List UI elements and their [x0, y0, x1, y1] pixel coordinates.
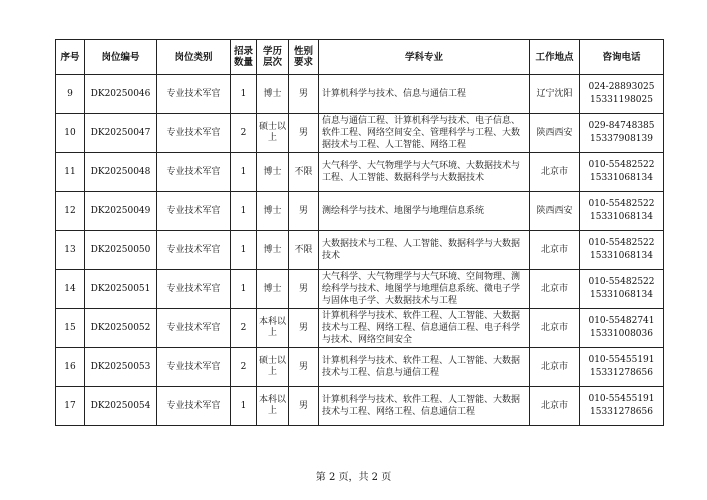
phone-line: 15331278656 — [590, 407, 653, 417]
cell-code: DK20250049 — [85, 192, 157, 231]
cell-code: DK20250048 — [85, 153, 157, 192]
cell-phone — [580, 153, 664, 192]
phone-line: 15331008036 — [590, 329, 653, 339]
cell-quota: 1 — [231, 153, 257, 192]
header-location: 工作地点 — [530, 40, 580, 75]
phone-line: 15331068134 — [590, 212, 653, 222]
cell-gender: 男 — [289, 114, 319, 153]
table-row — [56, 192, 664, 231]
cell-code: DK20250051 — [85, 270, 157, 309]
cell-major: 大数据技术与工程、人工智能、数据科学与大数据技术 — [319, 231, 530, 270]
cell-location: 北京市 — [530, 270, 580, 309]
cell-gender: 不限 — [289, 153, 319, 192]
header-phone: 咨询电话 — [580, 40, 664, 75]
cell-major: 计算机科学与技术、软件工程、人工智能、大数据技术与工程、网络工程、信息通信工程 — [319, 387, 530, 426]
cell-gender: 男 — [289, 348, 319, 387]
cell-phone — [580, 270, 664, 309]
job-table — [55, 39, 664, 426]
table-row — [56, 348, 664, 387]
cell-code: DK20250054 — [85, 387, 157, 426]
cell-major: 计算机科学与技术、信息与通信工程 — [319, 75, 530, 114]
table-row — [56, 153, 664, 192]
cell-education: 硕士以上 — [257, 348, 289, 387]
cell-gender: 男 — [289, 270, 319, 309]
cell-major: 计算机科学与技术、软件工程、人工智能、大数据技术与工程、网络工程、信息通信工程、电子科学与技术、网络空间安全 — [319, 309, 530, 348]
cell-location: 陕西西安 — [530, 192, 580, 231]
cell-quota: 1 — [231, 75, 257, 114]
cell-code: DK20250047 — [85, 114, 157, 153]
cell-education: 博士 — [257, 75, 289, 114]
cell-education: 博士 — [257, 270, 289, 309]
cell-seq: 9 — [56, 75, 85, 114]
cell-quota: 1 — [231, 387, 257, 426]
cell-code: DK20250046 — [85, 75, 157, 114]
cell-quota: 1 — [231, 192, 257, 231]
cell-seq: 11 — [56, 153, 85, 192]
cell-seq: 14 — [56, 270, 85, 309]
page-footer: 第 2 页，共 2 页 — [315, 472, 392, 483]
cell-seq: 15 — [56, 309, 85, 348]
cell-phone — [580, 231, 664, 270]
phone-line: 029-84748385 — [588, 121, 655, 131]
cell-major: 测绘科学与技术、地图学与地理信息系统 — [319, 192, 530, 231]
cell-phone — [580, 192, 664, 231]
cell-education: 博士 — [257, 231, 289, 270]
cell-phone — [580, 387, 664, 426]
table-row — [56, 75, 664, 114]
cell-quota: 1 — [231, 231, 257, 270]
header-seq: 序号 — [56, 40, 85, 75]
cell-education: 博士 — [257, 192, 289, 231]
phone-line: 010-55482522 — [588, 199, 655, 209]
cell-major: 信息与通信工程、计算机科学与技术、电子信息、软件工程、网络空间安全、管理科学与工程、大数据技术与工程、人工智能、网络工程 — [319, 114, 530, 153]
cell-quota: 2 — [231, 114, 257, 153]
header-quota: 招录数量 — [231, 40, 257, 75]
cell-category: 专业技术军官 — [157, 270, 231, 309]
cell-gender: 男 — [289, 192, 319, 231]
phone-line: 010-55455191 — [588, 394, 655, 404]
cell-major: 计算机科学与技术、软件工程、人工智能、大数据技术与工程、信息与通信工程 — [319, 348, 530, 387]
cell-location: 北京市 — [530, 153, 580, 192]
cell-seq: 12 — [56, 192, 85, 231]
cell-seq: 10 — [56, 114, 85, 153]
cell-phone — [580, 114, 664, 153]
header-category: 岗位类别 — [157, 40, 231, 75]
cell-gender: 不限 — [289, 231, 319, 270]
cell-quota: 1 — [231, 270, 257, 309]
cell-location: 北京市 — [530, 231, 580, 270]
header-education: 学历层次 — [257, 40, 289, 75]
phone-line: 15337908139 — [590, 134, 653, 144]
cell-education: 本科以上 — [257, 387, 289, 426]
phone-line: 15331068134 — [590, 173, 653, 183]
table-row — [56, 270, 664, 309]
cell-category: 专业技术军官 — [157, 348, 231, 387]
cell-seq: 13 — [56, 231, 85, 270]
cell-gender: 男 — [289, 309, 319, 348]
phone-line: 010-55482741 — [588, 316, 655, 326]
cell-code: DK20250053 — [85, 348, 157, 387]
table-row — [56, 387, 664, 426]
phone-line: 15331068134 — [590, 251, 653, 261]
cell-gender: 男 — [289, 75, 319, 114]
table-row — [56, 309, 664, 348]
phone-line: 010-55482522 — [588, 238, 655, 248]
cell-category: 专业技术军官 — [157, 387, 231, 426]
cell-education: 硕士以上 — [257, 114, 289, 153]
header-row — [56, 40, 664, 75]
cell-location: 陕西西安 — [530, 114, 580, 153]
cell-location: 北京市 — [530, 309, 580, 348]
cell-category: 专业技术军官 — [157, 153, 231, 192]
cell-phone — [580, 75, 664, 114]
cell-quota: 2 — [231, 348, 257, 387]
cell-major: 大气科学、大气物理学与大气环境、空间物理、测绘科学与技术、地图学与地理信息系统、微电子学与固体电子学、大数据技术与工程 — [319, 270, 530, 309]
phone-line: 15331278656 — [590, 368, 653, 378]
cell-category: 专业技术军官 — [157, 75, 231, 114]
cell-location: 辽宁沈阳 — [530, 75, 580, 114]
cell-category: 专业技术军官 — [157, 192, 231, 231]
table-row — [56, 114, 664, 153]
cell-phone — [580, 309, 664, 348]
cell-code: DK20250050 — [85, 231, 157, 270]
cell-seq: 17 — [56, 387, 85, 426]
phone-line: 15331068134 — [590, 290, 653, 300]
phone-line: 010-55482522 — [588, 160, 655, 170]
cell-quota: 2 — [231, 309, 257, 348]
header-gender: 性别要求 — [289, 40, 319, 75]
cell-major: 大气科学、大气物理学与大气环境、大数据技术与工程、人工智能、数据科学与大数据技术 — [319, 153, 530, 192]
header-major: 学科专业 — [319, 40, 530, 75]
header-code: 岗位编号 — [85, 40, 157, 75]
phone-line: 010-55455191 — [588, 355, 655, 365]
cell-code: DK20250052 — [85, 309, 157, 348]
phone-line: 024-28893025 — [588, 82, 655, 92]
cell-category: 专业技术军官 — [157, 309, 231, 348]
phone-line: 15331198025 — [590, 95, 653, 105]
cell-location: 北京市 — [530, 348, 580, 387]
table-row — [56, 231, 664, 270]
cell-location: 北京市 — [530, 387, 580, 426]
phone-line: 010-55482522 — [588, 277, 655, 287]
cell-category: 专业技术军官 — [157, 231, 231, 270]
cell-education: 博士 — [257, 153, 289, 192]
cell-phone — [580, 348, 664, 387]
cell-gender: 男 — [289, 387, 319, 426]
cell-seq: 16 — [56, 348, 85, 387]
cell-education: 本科以上 — [257, 309, 289, 348]
cell-category: 专业技术军官 — [157, 114, 231, 153]
